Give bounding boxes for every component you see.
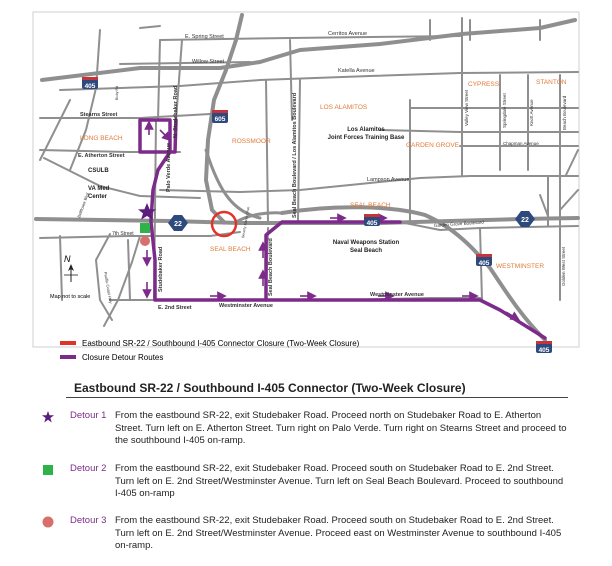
place-nws-1: Naval Weapons Station (332, 240, 400, 246)
street-bixby: Bixby Rd (115, 85, 119, 100)
place-long-beach: LONG BEACH (80, 135, 123, 142)
place-los-alamitos: LOS ALAMITOS (320, 104, 368, 111)
street-n-studebaker: N. Studebaker Road (173, 85, 179, 138)
place-csulb: CSULB (88, 168, 109, 174)
street-katella: Katella Avenue (338, 68, 375, 74)
place-seal-beach-south: SEAL BEACH (210, 246, 251, 253)
street-westminster-east: Westminster Avenue (370, 292, 424, 298)
legend-closure-label: Eastbound SR-22 / Southbound I-405 Connector Closure (Two-Week Closure) (82, 339, 360, 348)
detour-1-name: Detour 1 (70, 410, 107, 421)
street-beverly-manor: Beverly Manor Drive (241, 206, 251, 239)
scale-note: Map not to scale (50, 294, 91, 300)
place-va-med-1: VA Med (88, 186, 110, 192)
place-garden-grove: GARDEN GROVE (406, 142, 460, 149)
detour-3-circle-icon (140, 236, 150, 246)
instructions-title: Eastbound SR-22 / Southbound I-405 Connector (Two-Week Closure) (74, 381, 466, 395)
street-seal-beach-blvd: Seal Beach Boulevard / Los Alamitos Boulevard (292, 92, 298, 218)
place-seal-beach-north: SEAL BEACH (350, 202, 391, 209)
detour-3-text: From the eastbound SR-22, exit Studebaker Road. Proceed south on Studebaker Road to E. 2nd Street. Turn left on E. 2nd Street/Westminster Avenue. Proceed east on Westminster Avenue to southbound I-405 on-ramp. (115, 515, 562, 551)
place-cypress: CYPRESS (468, 81, 500, 88)
street-springdale: Springdale Street (502, 93, 507, 128)
green-square-icon (42, 464, 54, 476)
street-garden-grove-blvd: Garden Grove Boulevard (433, 219, 484, 228)
street-seal-beach-blvd-short: Seal Beach Boulevard (268, 238, 274, 296)
street-atherton: E. Atherton Street (78, 153, 125, 159)
svg-text:405: 405 (366, 220, 378, 227)
detour-3-name: Detour 3 (70, 515, 107, 526)
i405-shield-westminster (476, 254, 492, 267)
street-cerritos: Cerritos Avenue (328, 31, 368, 37)
svg-text:22: 22 (521, 217, 529, 224)
detour-2-name: Detour 2 (70, 463, 107, 474)
pink-circle-icon (42, 516, 54, 528)
street-stearns: Stearns Street (80, 112, 118, 118)
legend-closure-swatch (60, 341, 76, 345)
legend-detour-label: Closure Detour Routes (82, 353, 164, 362)
street-palo-verde: Palo Verde Avenue (166, 142, 172, 192)
street-studebaker: Studebaker Road (158, 246, 164, 292)
north-label: N (64, 254, 71, 264)
street-lampson: Lampson Avenue (367, 177, 410, 183)
street-chapman: Chapman Avenue (503, 141, 539, 146)
detour-2-text: From the eastbound SR-22, exit Studebaker Road. Proceed south on Studebaker Road to E. 2nd Street. Turn left on E. 2nd Street/Westminster Avenue. Turn left on Seal Beach Boulevard. Proceed to southbound I-405 on-ramp (115, 463, 564, 499)
i605-shield (212, 110, 228, 123)
street-valley-view: Valley View Street (464, 89, 469, 126)
street-knott: Knott Avenue (529, 99, 534, 126)
street-beach-blvd: Beach Boulevard (562, 95, 567, 130)
street-pch: Pacific Coast Hwy (103, 271, 114, 304)
place-stanton: STANTON (536, 79, 567, 86)
legend-detour-swatch (60, 355, 76, 359)
street-2nd: E. 2nd Street (158, 305, 192, 311)
street-westminster-west: Westminster Avenue (219, 303, 273, 309)
street-spring: E. Spring Street (185, 34, 224, 40)
i405-shield-seal-beach (364, 214, 380, 227)
title-divider (66, 397, 568, 398)
detour-1-text: From the eastbound SR-22, exit Studebaker Road. Proceed north on Studebaker Road to E. Atherton Street. Turn left on E. Atherton Street. Turn right on Palo Verde. Turn right on Stearns Street and proceed to the southbound I-405 on-ramp. (115, 410, 567, 446)
i405-shield-south (536, 341, 552, 354)
svg-text:22: 22 (174, 221, 182, 228)
detour-2-square-icon (140, 223, 150, 233)
street-bellflower: Bellflower Blvd (76, 191, 90, 219)
svg-text:405: 405 (538, 347, 550, 354)
place-va-med-2: Center (88, 194, 108, 200)
purple-star-icon (42, 411, 54, 423)
i405-shield-north (82, 77, 98, 90)
place-jftb-2: Joint Forces Training Base (327, 135, 405, 141)
place-nws-2: Seal Beach (349, 248, 383, 254)
place-rossmoor: ROSSMOOR (232, 138, 271, 145)
place-westminster: WESTMINSTER (496, 263, 545, 270)
svg-text:405: 405 (478, 260, 490, 267)
place-jftb-1: Los Alamitos (347, 127, 385, 133)
svg-text:405: 405 (84, 83, 96, 90)
street-7th: 7th Street (112, 231, 134, 237)
detour-instructions (0, 372, 612, 566)
svg-text:605: 605 (214, 116, 226, 123)
street-willow: Willow Street (192, 59, 225, 65)
street-golden-west: Golden West Street (561, 246, 566, 286)
